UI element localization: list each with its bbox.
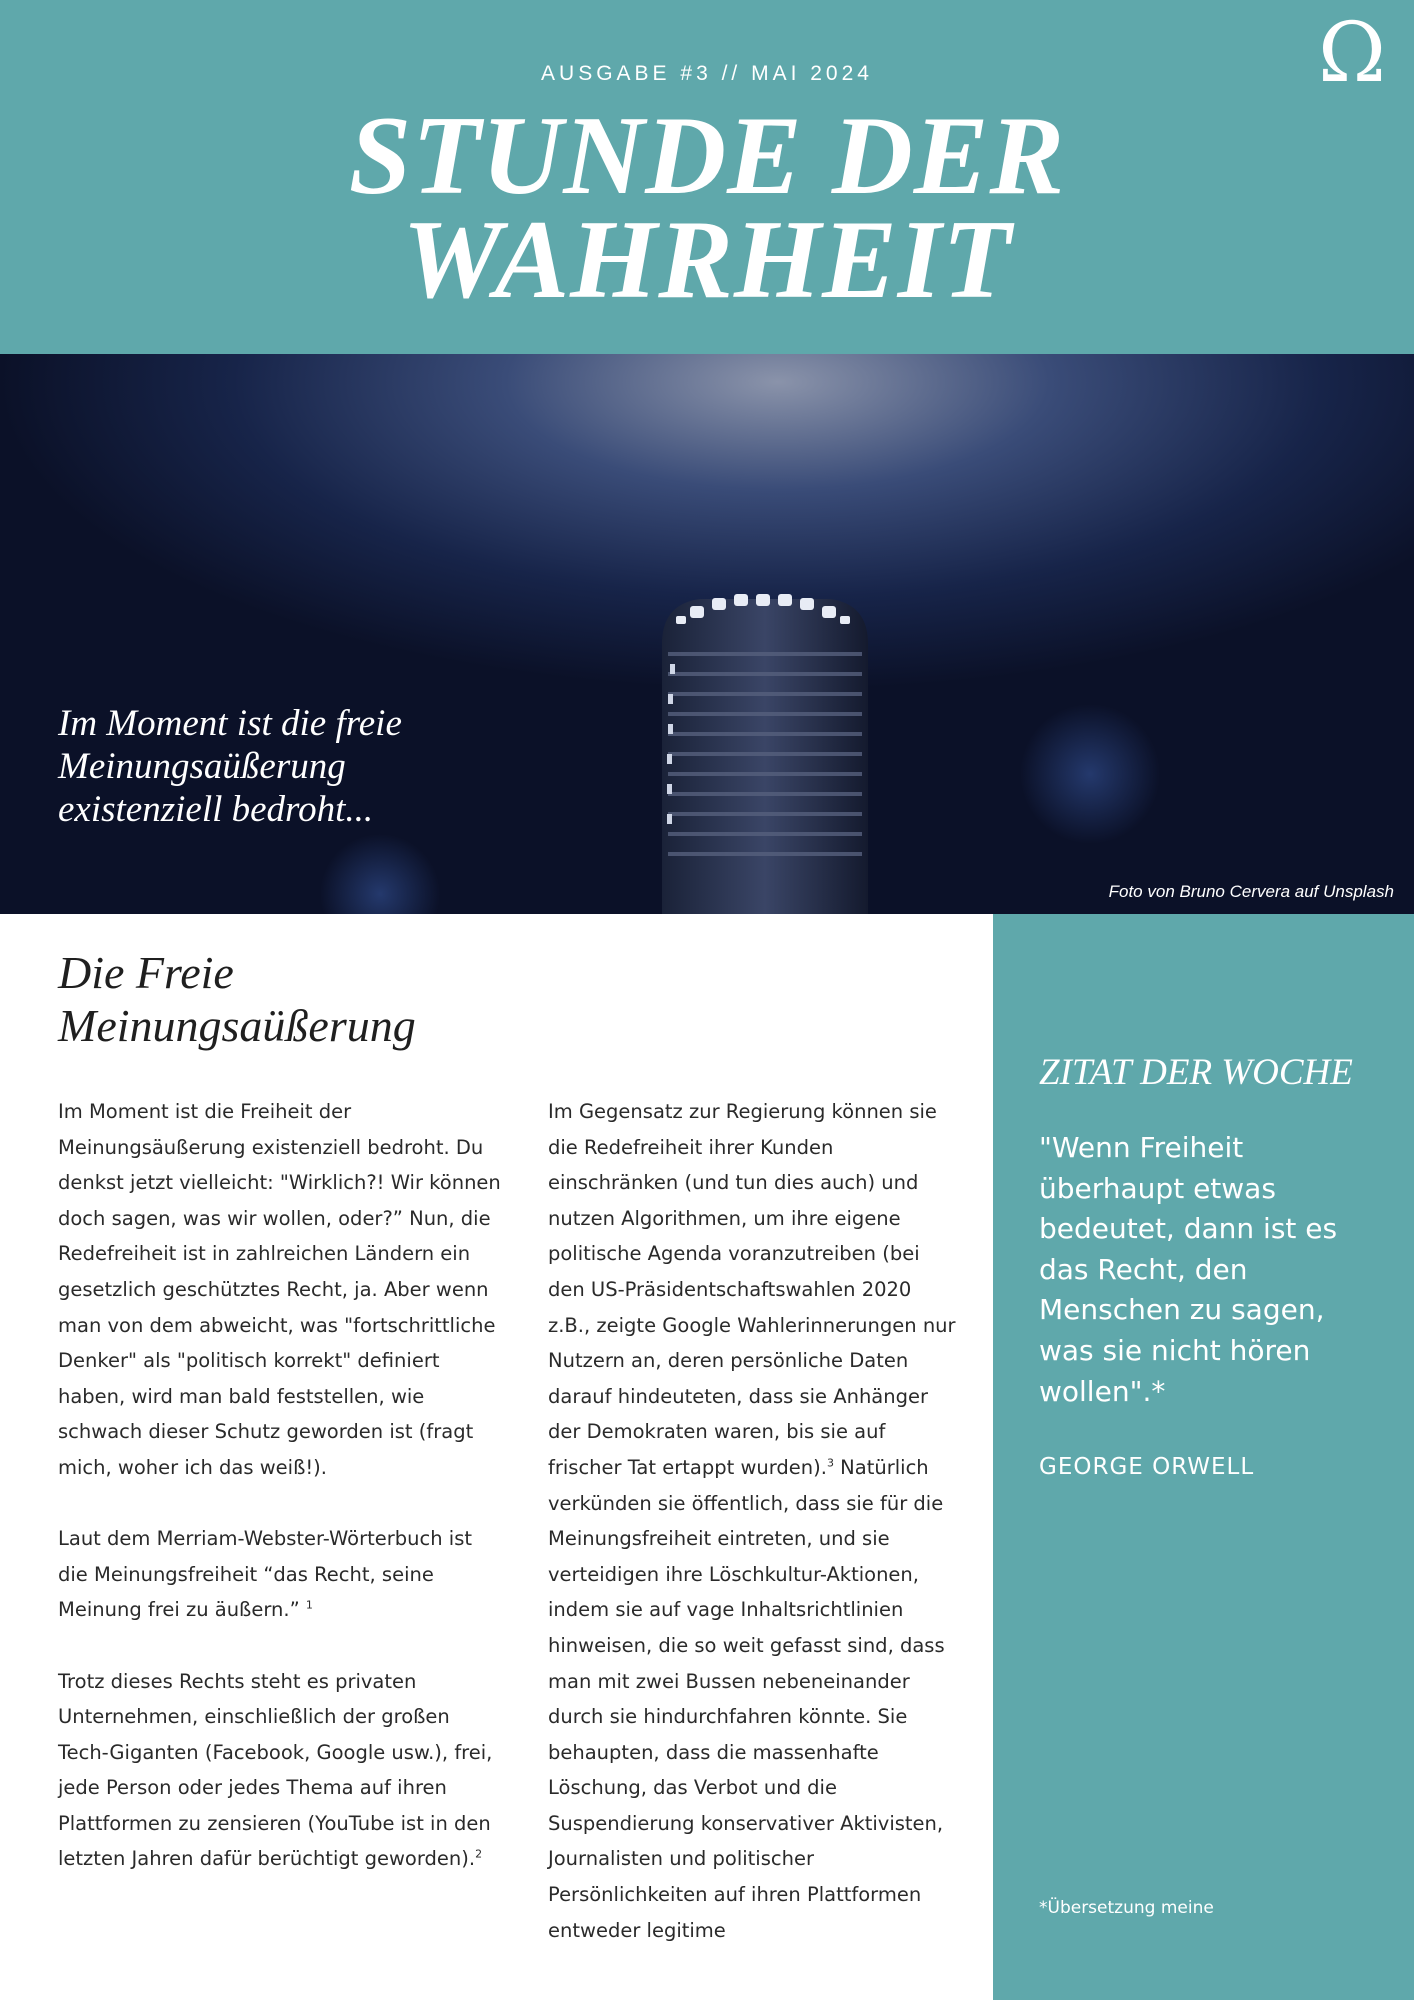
paragraph-text: Natürlich verkünden sie öffentlich, dass sie für die Meinungsfreiheit eintreten, und sie verteidigen ihre Löschkultur-Aktionen, indem sie auf vage Inhaltsrichtlinien hinweisen, die so weit gefasst sind, dass man mit zwei Bussen nebeneinander durch sie hindurchfahren könnte. Sie behaupten, dass die massenhafte Löschung, das Verbot und die Suspendierung konservativer Aktivisten, Journalisten und politischer Persönlichkeiten auf ihren Plattformen entweder legitime bbox=[548, 1455, 945, 1942]
translation-footnote: *Übersetzung meine bbox=[1039, 1898, 1214, 1918]
hero-image bbox=[0, 354, 1414, 914]
article-heading-line-1: Die Freie bbox=[58, 947, 234, 998]
microphone-icon bbox=[662, 594, 868, 914]
article-heading bbox=[58, 946, 618, 1052]
quote-sidebar bbox=[993, 914, 1414, 2000]
masthead bbox=[0, 0, 1414, 354]
title-line-1: STUNDE DER bbox=[348, 94, 1066, 218]
quote-heading: ZITAT DER WOCHE bbox=[1039, 1052, 1353, 1093]
title-line-2: WAHRHEIT bbox=[402, 198, 1012, 322]
paragraph-text: Trotz dieses Rechts steht es privaten Unternehmen, einschließlich der großen Tech-Giganten (Facebook, Google usw.), frei, jede Person oder jedes Thema auf ihren Plattformen zu zensieren (YouTube ist in den letzten Jahren dafür berüchtigt geworden). bbox=[58, 1669, 493, 1871]
paragraph bbox=[548, 1094, 958, 1948]
photo-credit: Foto von Bruno Cervera auf Unsplash bbox=[1108, 882, 1394, 901]
paragraph bbox=[58, 1521, 504, 1628]
omega-logo-icon: Ω bbox=[1318, 6, 1386, 101]
footnote-ref: 3 bbox=[826, 1456, 834, 1470]
newsletter-title bbox=[0, 94, 1414, 322]
article-column-2 bbox=[548, 1094, 958, 1948]
footnote-ref: 2 bbox=[475, 1847, 483, 1861]
quote-text: "Wenn Freiheit überhaupt etwas bedeutet, dann ist es das Recht, den Menschen zu sagen, was sie nicht hören wollen".* bbox=[1039, 1131, 1338, 1408]
bokeh-light bbox=[1020, 704, 1160, 844]
issue-label: AUSGABE #3 // MAI 2024 bbox=[541, 62, 873, 85]
article-heading-line-2: Meinungsaüßerung bbox=[58, 1000, 416, 1051]
quote-author: GEORGE ORWELL bbox=[1039, 1454, 1255, 1480]
footnote-ref: 1 bbox=[305, 1598, 313, 1612]
paragraph-text: Im Gegensatz zur Regierung können sie die Redefreiheit ihrer Kunden einschränken (und tun dies auch) und nutzen Algorithmen, um ihre eigene politische Agenda voranzutreiben (bei den US-Präsidentschaftswahlen 2020 z.B., zeigte Google Wahlerinnerungen nur Nutzern an, deren persönliche Daten darauf hindeuteten, dass sie Anhänger der Demokraten waren, bis sie auf frischer Tat ertappt wurden). bbox=[548, 1100, 956, 1479]
paragraph: Im Moment ist die Freiheit der Meinungsäußerung existenziell bedroht. Du denkst jetzt vielleicht: "Wirklich?! Wir können doch sagen, was wir wollen, oder?” Nun, die Redefreiheit ist in zahlreichen Ländern ein gesetzlich geschütztes Recht, ja. Aber wenn man von dem abweicht, was "fortschrittliche Denker" als "politisch korrekt" definiert haben, wird man bald feststellen, wie schwach dieser Schutz geworden ist (fragt mich, woher ich das weiß!). bbox=[58, 1100, 501, 1479]
paragraph bbox=[58, 1664, 504, 1878]
hero-tagline: Im Moment ist die freie Meinungsaüßerung existenziell bedroht... bbox=[58, 703, 402, 830]
paragraph-text: Laut dem Merriam-Webster-Wörterbuch ist die Meinungsfreiheit “das Recht, seine Meinung frei zu äußern.” bbox=[58, 1527, 473, 1622]
article-column-1 bbox=[58, 1094, 504, 1877]
